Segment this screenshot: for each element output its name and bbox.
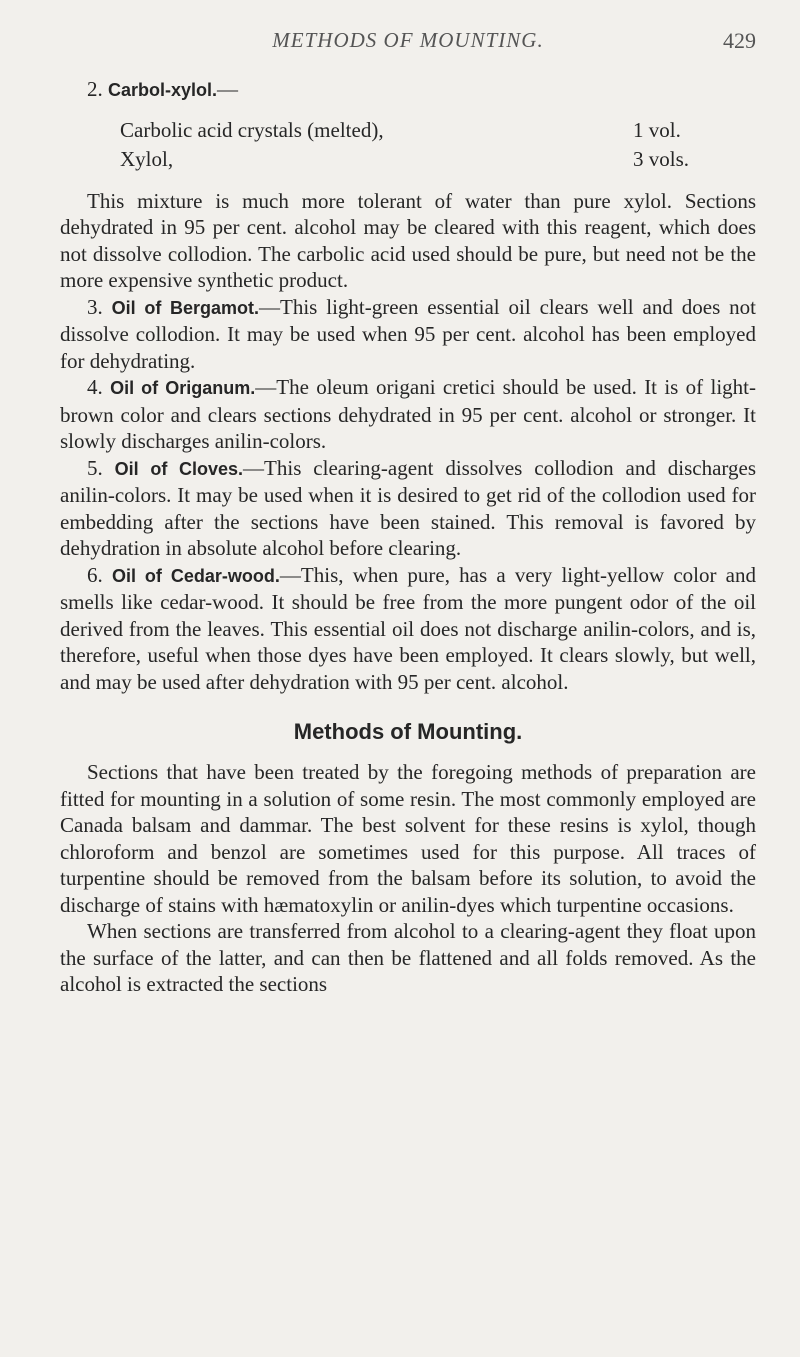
item-oil-of-cedar-wood (60, 562, 756, 696)
item-number: 6. (87, 562, 103, 587)
page-body (60, 76, 756, 998)
item-number: 4. (87, 375, 103, 399)
item-oil-of-bergamot (60, 294, 756, 375)
formula-table (60, 117, 756, 175)
running-title: METHODS OF MOUNTING. (272, 28, 544, 52)
section-paragraph: Sections that have been treated by the foregoing methods of preparation are fitted for mounting in a solution of some resin. The most commonly employed are Canada balsam and dammar. The best solvent for these resins is xylol, though chloroform and benzol are sometimes used for this purpose. All traces of turpentine should be removed from the balsam before its solution, to avoid the discharge of stains with hæmatoxylin or anilin-dyes which turpentine occasions. (60, 760, 756, 917)
item-carbol-xylol-heading (60, 76, 756, 104)
item-dash: — (217, 77, 239, 101)
item-number: 2. (87, 77, 103, 101)
section-heading: Methods of Mounting. (293, 719, 523, 744)
item-title: Oil of Bergamot. (111, 297, 260, 318)
item-number: 5. (87, 455, 103, 480)
item-number: 3. (87, 294, 103, 319)
page-number: 429 (723, 28, 756, 53)
formula-quantity: 1 vol. (633, 117, 681, 142)
item-carbol-xylol-text: This mixture is much more tolerant of water than pure xylol. Sections dehydrated in 95 per cent. alcohol may be cleared with this reagent, which does not dissolve collodion. The carbolic acid used should be pure, but need not be the more expensive synthetic product. (60, 188, 756, 292)
formula-row (60, 146, 756, 175)
item-title: Oil of Cedar-wood. (111, 565, 280, 586)
item-oil-of-origanum (60, 374, 756, 455)
item-title: Carbol-xylol. (108, 80, 218, 100)
item-text: —This, when pure, has a very light-yellow color and smells like cedar-wood. It should be free from the more pungent odor of the oil derived from the leaves. This essential oil does not discharge anilin-colors, and is, therefore, useful when those dyes have been employed. It clears slowly, but well, and may be used after dehydration with 95 per cent. alcohol. (60, 562, 757, 694)
section-paragraph: When sections are transferred from alcohol to a clearing-agent they float upon the surface of the latter, and can then be flattened and all folds removed. As the alcohol is extracted the sections (60, 919, 756, 996)
item-text: —This clearing-agent dissolves collodion and discharges anilin-colors. It may be used when it is desired to get rid of the collodion used for embedding after the sections have been stained. This removal is favored by dehydration in absolute alcohol before clearing. (60, 455, 756, 560)
formula-ingredient: Carbolic acid crystals (melted), (120, 117, 384, 142)
item-title: Oil of Cloves. (114, 458, 244, 479)
item-oil-of-cloves (60, 455, 756, 562)
item-text: —The oleum origani cretici should be used. It is of light-brown color and clears sections dehydrated in 95 per cent. alcohol or stronger. It slowly discharges anilin-colors. (60, 375, 756, 453)
item-text: —This light-green essential oil clears well and does not dissolve collodion. It may be used when 95 per cent. alcohol has been employed for dehydrating. (60, 294, 757, 373)
formula-row (60, 117, 756, 146)
formula-quantity: 3 vols. (633, 146, 690, 171)
running-head (60, 28, 756, 54)
formula-ingredient: Xylol, (120, 146, 174, 171)
book-page (60, 0, 756, 1357)
item-title: Oil of Origanum. (110, 378, 256, 398)
